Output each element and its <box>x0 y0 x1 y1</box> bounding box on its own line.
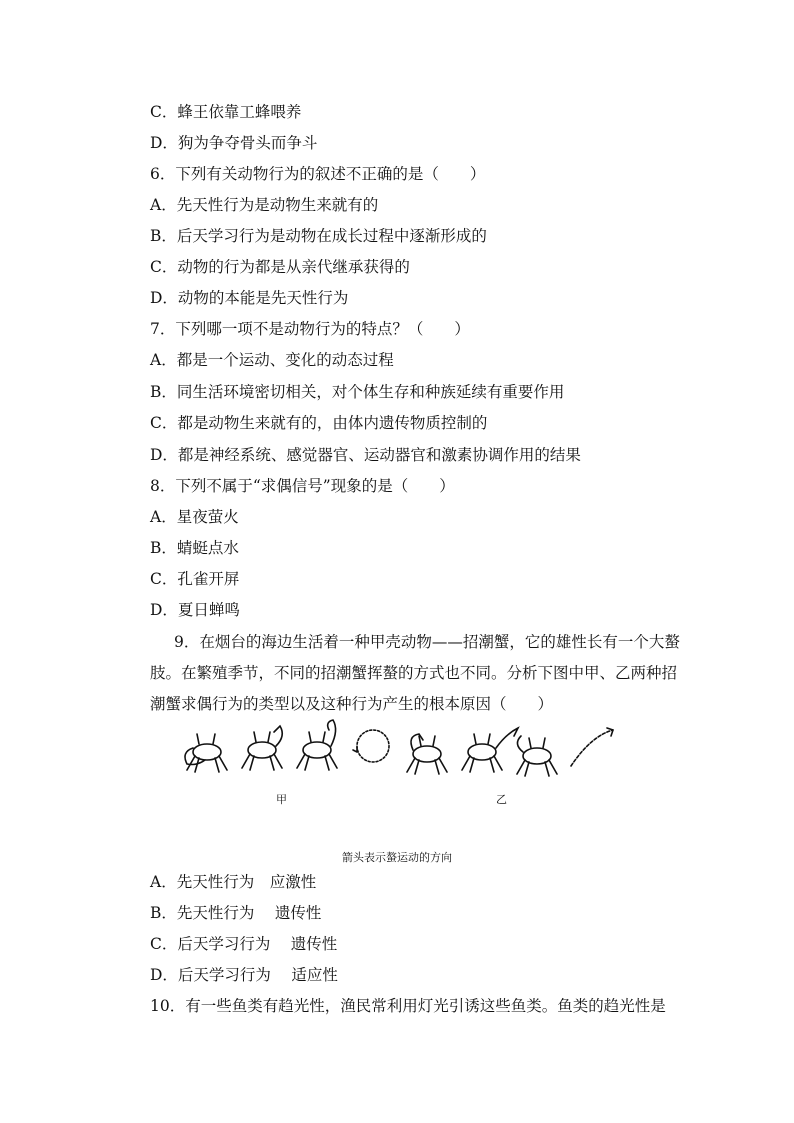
circular-arrow-icon <box>353 730 389 762</box>
crab-jia-1 <box>185 734 227 772</box>
crab-jia-2 <box>242 726 282 770</box>
q6-option-b: B．后天学习行为是动物在成长过程中逐渐形成的 <box>150 227 487 245</box>
question-10: 10．有一些鱼类有趋光性，渔民常利用灯光引诱这些鱼类。鱼类的趋光性是 <box>150 997 666 1015</box>
arc-arrow-icon <box>571 728 613 766</box>
q9-option-c: C．后天学习行为 遗传性 <box>150 935 338 953</box>
question-6: 6．下列有关动物行为的叙述不正确的是（ ） <box>150 165 486 183</box>
crab-yi-3 <box>517 736 557 776</box>
q9-option-d: D．后天学习行为 适应性 <box>150 966 338 984</box>
label-jia: 甲 <box>276 793 287 806</box>
q9-option-b: B．先天性行为 遗传性 <box>150 904 322 922</box>
question-9: 9．在烟台的海边生活着一种甲壳动物——招潮蟹，它的雄性长有一个大螯肢。在繁殖季节，不同的招潮蟹挥螯的方式也不同。分析下图中甲、乙两种招潮蟹求偶行为的类型以及这种行为产生的根本原因（ ） <box>150 633 680 713</box>
question-7: 7．下列哪一项不是动物行为的特点？（ ） <box>150 320 470 338</box>
q7-option-d: D．都是神经系统、感觉器官、运动器官和激素协调作用的结果 <box>150 446 581 464</box>
figure-caption: 箭头表示螯运动的方向 <box>342 851 452 864</box>
line-d-dog: D．狗为争夺骨头而争斗 <box>150 134 318 152</box>
crab-yi-2 <box>462 728 518 772</box>
question-8: 8．下列不属于“求偶信号”现象的是（ ） <box>150 477 455 495</box>
fiddler-crab-figure <box>175 712 615 782</box>
q6-option-c: C．动物的行为都是从亲代继承获得的 <box>150 258 410 276</box>
line-c-bee: C．蜂王依靠工蜂喂养 <box>150 103 302 121</box>
q7-option-b: B．同生活环境密切相关，对个体生存和种族延续有重要作用 <box>150 383 565 401</box>
q8-option-b: B．蜻蜓点水 <box>150 539 239 557</box>
q8-option-d: D．夏日蝉鸣 <box>150 601 240 619</box>
q6-option-d: D．动物的本能是先天性行为 <box>150 289 349 307</box>
crab-jia-3 <box>297 720 337 770</box>
crab-yi-1 <box>407 734 447 774</box>
q8-option-c: C．孔雀开屏 <box>150 570 240 588</box>
q7-option-c: C．都是动物生来就有的，由体内遗传物质控制的 <box>150 414 488 432</box>
q8-option-a: A．星夜萤火 <box>150 508 239 526</box>
q7-option-a: A．都是一个运动、变化的动态过程 <box>150 351 394 369</box>
label-yi: 乙 <box>496 793 507 806</box>
q6-option-a: A．先天性行为是动物生来就有的 <box>150 196 379 214</box>
q9-option-a: A．先天性行为 应激性 <box>150 873 317 891</box>
